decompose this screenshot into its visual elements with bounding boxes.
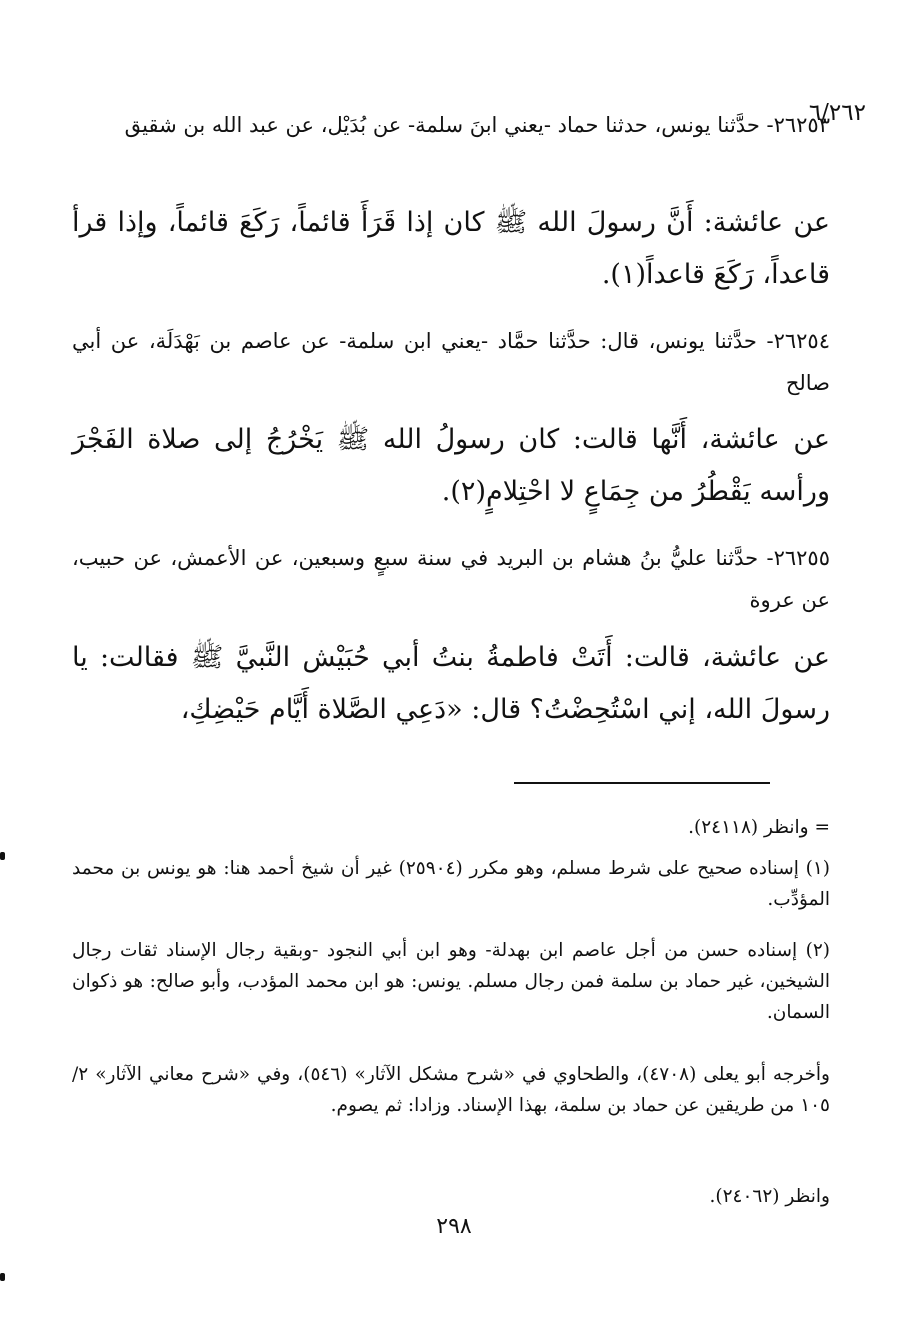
- hadith-isnad: ٢٦٢٥٥- حدَّثنا عليُّ بنُ هشام بن البريد في سنة سبعٍ وسبعين، عن الأعمش، عن حبيب، عن عروة: [72, 546, 830, 612]
- scan-mark: [0, 1273, 5, 1281]
- scan-mark: [0, 852, 5, 860]
- footnote-2-continued: وأخرجه أبو يعلى (٤٧٠٨)، والطحاوي في «شرح مشكل الآثار» (٥٤٦)، وفي «شرح معاني الآثار» ٢/ ١٠٥ من طريقين عن حماد بن سلمة، بهذا الإسناد. وزادا: ثم يصوم.: [72, 1064, 830, 1116]
- hadith-matn: عن عائشة، قالت: أَتَتْ فاطمةُ بنتُ أبي حُبَيْش النَّبيَّ ﷺ فقالت: يا رسولَ الله، إني اسْتُحِضْتُ؟ قال: «دَعِي الصَّلاة أَيَّام حَيْضِكِ،: [72, 642, 830, 725]
- footnote-2-end: وانظر (٢٤٠٦٢).: [709, 1186, 830, 1207]
- footnote-1: (١) إسناده صحيح على شرط مسلم، وهو مكرر (٢٥٩٠٤) غير أن شيخ أحمد هنا: هو يونس بن محمد المؤدِّب.: [72, 858, 830, 910]
- hadith-isnad: ٢٦٢٥٤- حدَّثنا يونس، قال: حدَّثنا حمَّاد -يعني ابن سلمة- عن عاصم بن بَهْدَلَة، عن أبي صالح: [72, 329, 830, 395]
- hadith-matn: عن عائشة، أَنَّها قالت: كان رسولُ الله ﷺ يَخْرُجُ إلى صلاة الفَجْرَ ورأسه يَقْطُرُ من جِمَاعٍ لا احْتِلامٍ(٢).: [72, 424, 830, 507]
- footnote-2: (٢) إسناده حسن من أجل عاصم ابن بهدلة- وهو ابن أبي النجود -وبقية رجال الإسناد ثقات رجال الشيخين، غير حماد بن سلمة فمن رجال مسلم. يونس: هو ابن محمد المؤدب، وأبو صالح: هو ذكوان السمان.: [72, 940, 830, 1023]
- hadith-matn: عن عائشة: أَنَّ رسولَ الله ﷺ كان إذا قَرَأَ قائماً، رَكَعَ قائماً، وإذا قرأ قاعداً، رَكَعَ قاعداً(١).: [72, 207, 830, 290]
- footnote-divider: [514, 782, 770, 784]
- footnote-continuation: = وانظر (٢٤١١٨).: [688, 817, 830, 838]
- page-number: ٢٩٨: [436, 1214, 472, 1239]
- hadith-isnad: ٢٦٢٥٣- حدَّثنا يونس، حدثنا حماد -يعني ابنَ سلمة- عن بُدَيْل، عن عبد الله بن شقيق: [124, 113, 830, 137]
- running-reference: ٦/٢٦٢: [808, 100, 866, 126]
